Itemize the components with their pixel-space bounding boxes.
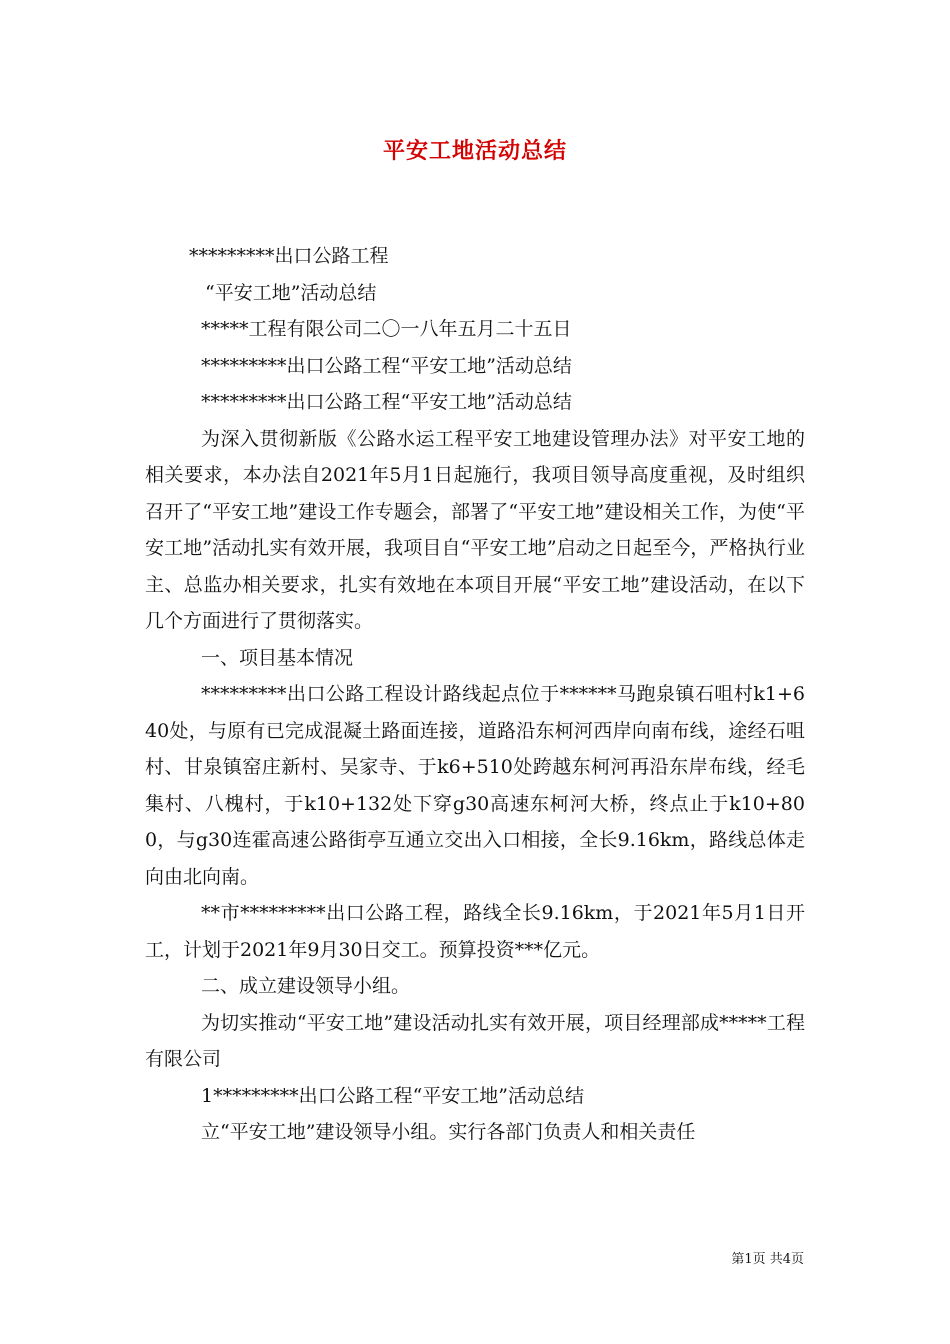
paragraph-leadership: 为切实推动“平安工地”建设活动扎实有效开展，项目经理部成*****工程有限公司 [145,1011,805,1070]
paragraph-route: *********出口公路工程设计路线起点位于******马跑泉镇石咀村k1+640处，与原有已完成混凝土路面连接，道路沿东柯河西岸向南布线，途经石咀村、甘泉镇窑庄新村、吴家寺、于k6+510处跨越东柯河再沿东岸布线，经毛集村、八槐村，于k10+132处下穿g30高速东柯河大桥，终点止于k10+800，与g30连霍高速公路街亭互通立交出入口相接，全长9.16km，路线总体走向由北向南。 [145,683,805,888]
page-number-footer: 第1页 共4页 [731,1252,804,1267]
paragraph-page-marker: 1*********出口公路工程“平安工地”活动总结 [201,1084,585,1107]
document-title: 平安工地活动总结 [382,139,567,164]
paragraph-intro: 为深入贯彻新版《公路水运工程平安工地建设管理办法》对平安工地的相关要求，本办法自2021年5月1日起施行，我项目领导高度重视，及时组织召开了“平安工地”建设工作专题会，部署了“平安工地”建设相关工作，为使“平安工地”活动扎实有效开展，我项目自“平安工地”启动之日起至今，严格执行业主、总监办相关要求，扎实有效地在本项目开展“平安工地”建设活动，在以下几个方面进行了贯彻落实。 [145,427,805,632]
document-body [145,238,805,1151]
header-line-heading-1: *********出口公路工程“平安工地”活动总结 [201,354,572,377]
section-heading-2: 二、成立建设领导小组。 [201,975,411,997]
header-line-company-date: *****工程有限公司二〇一八年五月二十五日 [201,318,572,340]
header-line-heading-2: *********出口公路工程“平安工地”活动总结 [201,391,572,413]
paragraph-continuation: 立“平安工地”建设领导小组。实行各部门负责人和相关责任 [201,1121,696,1143]
paragraph-schedule: **市*********出口公路工程，路线全长9.16km，于2021年5月1日开工，计划于2021年9月30日交工。预算投资***亿元。 [145,902,805,961]
header-line-subtitle: “平安工地”活动总结 [205,281,377,304]
header-line-project: *********出口公路工程 [189,245,389,267]
section-heading-1: 一、项目基本情况 [201,646,354,669]
